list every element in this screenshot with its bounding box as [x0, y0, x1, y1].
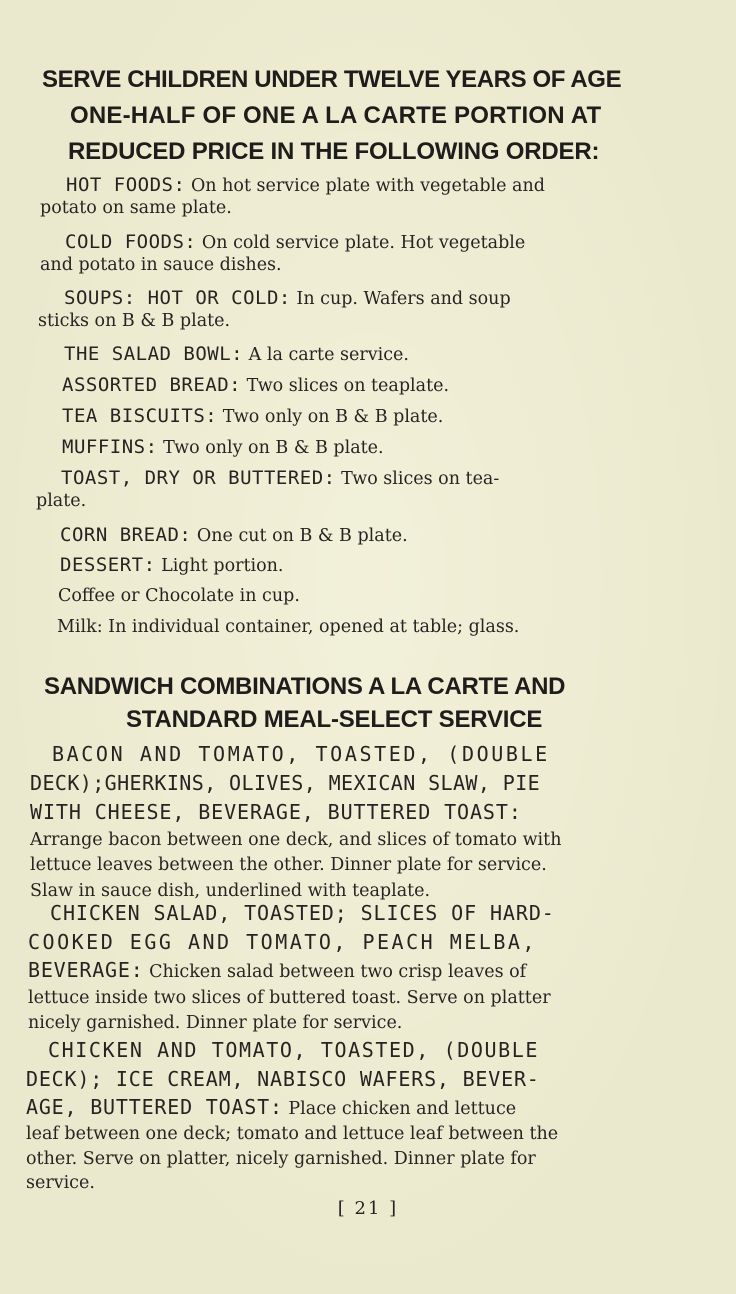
sandwich-term: BEVERAGE: — [28, 958, 144, 982]
rule-text: In cup. Wafers and soup — [290, 289, 511, 309]
sandwich-term: BACON AND TOMATO, TOASTED, (DOUBLE — [52, 742, 550, 766]
sandwich-term: DECK); ICE CREAM, NABISCO WAFERS, BEVER- — [26, 1067, 540, 1091]
sandwich-text: leaf between one deck; tomato and lettuce leaf between the — [26, 1124, 559, 1144]
rule-term: TEA BISCUITS: — [62, 405, 218, 427]
rule-continuation: and potato in sauce dishes. — [40, 255, 282, 275]
rule-text: On cold service plate. Hot vegetable — [196, 233, 526, 253]
rule-term: ASSORTED BREAD: — [62, 374, 242, 396]
rule-soups — [38, 287, 511, 332]
rule-text: Two slices on tea- — [335, 469, 500, 489]
rule-text: One cut on B & B plate. — [191, 526, 408, 546]
rule-dessert — [60, 554, 283, 577]
rule-term: TOAST, DRY OR BUTTERED: — [61, 467, 336, 489]
rule-term: CORN BREAD: — [60, 524, 192, 546]
section-heading-sandwiches — [44, 670, 694, 736]
sandwich-entry-chicken-salad — [28, 900, 555, 1035]
sandwich-text: Arrange bacon between one deck, and slices of tomato with — [30, 830, 562, 850]
rule-text: On hot service plate with vegetable and — [185, 176, 545, 196]
rule-text: A la carte service. — [243, 345, 409, 365]
rule-toast — [36, 467, 499, 512]
sandwich-text: lettuce inside two slices of buttered toast. Serve on platter — [28, 988, 551, 1008]
rule-text: Coffee or Chocolate in cup. — [58, 586, 300, 606]
heading-line: REDUCED PRICE IN THE FOLLOWING ORDER: — [68, 138, 600, 165]
rule-term: HOT FOODS: — [66, 174, 186, 196]
sandwich-text: service. — [26, 1173, 95, 1193]
sandwich-term: CHICKEN AND TOMATO, TOASTED, (DOUBLE — [48, 1038, 540, 1062]
rule-term: MUFFINS: — [62, 436, 158, 458]
sandwich-term: AGE, BUTTERED TOAST: — [26, 1095, 283, 1119]
rule-text: Light portion. — [155, 556, 284, 576]
rule-term: DESSERT: — [60, 554, 156, 576]
rule-assorted-bread — [62, 374, 449, 397]
sandwich-text: Place chicken and lettuce — [282, 1099, 517, 1119]
rule-term: COLD FOODS: — [65, 231, 197, 253]
rule-corn-bread — [60, 524, 408, 547]
rule-text: Two only on B & B plate. — [157, 438, 384, 458]
rule-text: Two slices on teaplate. — [241, 376, 450, 396]
heading-line: ONE-HALF OF ONE A LA CARTE PORTION AT — [70, 102, 602, 129]
sandwich-term: CHICKEN SALAD, TOASTED; SLICES OF HARD- — [50, 901, 555, 925]
page-number: [ 21 ] — [337, 1198, 399, 1219]
rule-continuation: sticks on B & B plate. — [38, 311, 231, 331]
rule-term: SOUPS: HOT OR COLD: — [64, 287, 291, 309]
sandwich-text: lettuce leaves between the other. Dinner plate for service. — [30, 855, 547, 875]
heading-line: STANDARD MEAL-SELECT SERVICE — [126, 706, 543, 733]
rule-text: Two only on B & B plate. — [217, 407, 444, 427]
sandwich-text: Slaw in sauce dish, underlined with teaplate. — [30, 881, 431, 901]
rule-salad-bowl — [64, 343, 409, 366]
sandwich-term: WITH CHEESE, BEVERAGE, BUTTERED TOAST: — [30, 800, 522, 824]
rule-cold-foods — [40, 231, 525, 276]
rule-coffee — [58, 585, 300, 607]
sandwich-entry-bacon-tomato — [30, 740, 561, 903]
rule-text: Milk: In individual container, opened at table; glass. — [57, 617, 520, 637]
rule-term: THE SALAD BOWL: — [64, 343, 244, 365]
section-heading-children — [42, 62, 707, 170]
rule-tea-biscuits — [62, 405, 443, 428]
rule-muffins — [62, 436, 384, 459]
rule-milk — [57, 616, 519, 638]
sandwich-term: DECK);GHERKINS, OLIVES, MEXICAN SLAW, PIE — [30, 771, 541, 795]
heading-line: SANDWICH COMBINATIONS A LA CARTE AND — [44, 673, 566, 700]
sandwich-term: COOKED EGG AND TOMATO, PEACH MELBA, — [28, 930, 537, 954]
sandwich-text: other. Serve on platter, nicely garnished. Dinner plate for — [26, 1149, 536, 1169]
heading-line: SERVE CHILDREN UNDER TWELVE YEARS OF AGE — [42, 66, 622, 93]
rule-continuation: plate. — [36, 491, 87, 511]
sandwich-text: nicely garnished. Dinner plate for service. — [28, 1013, 403, 1033]
rule-continuation: potato on same plate. — [40, 198, 232, 218]
rule-hot-foods — [40, 174, 545, 219]
sandwich-entry-chicken-tomato — [26, 1037, 558, 1194]
sandwich-text: Chicken salad between two crisp leaves of — [143, 962, 527, 982]
